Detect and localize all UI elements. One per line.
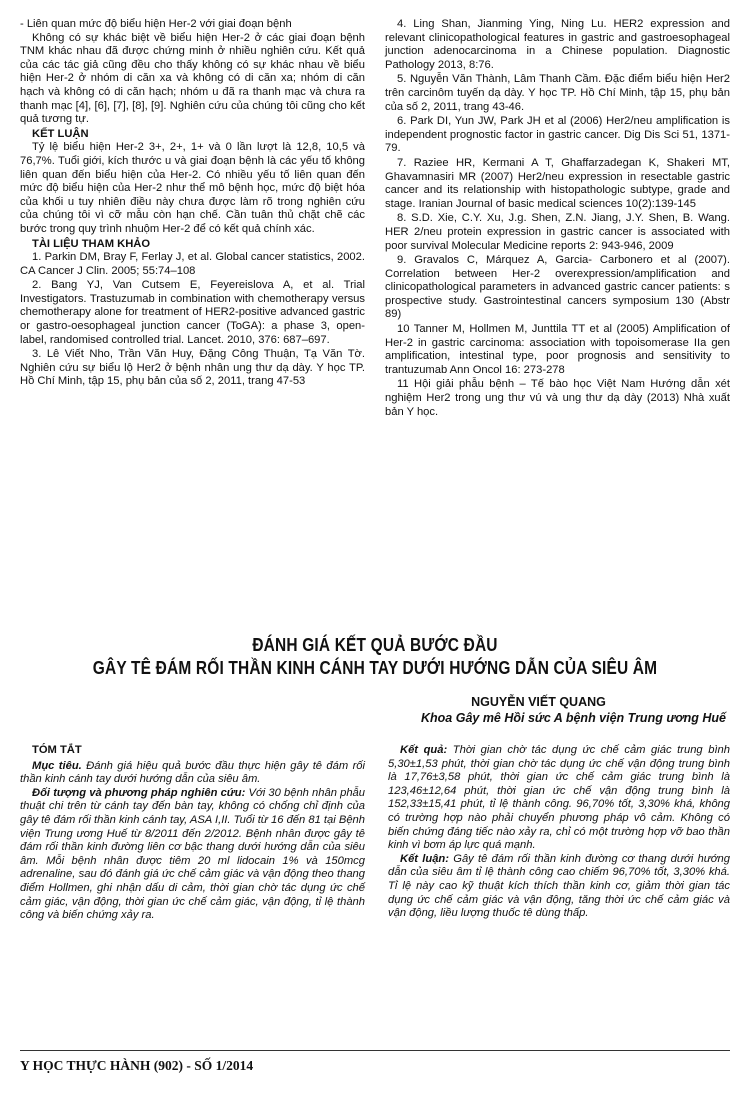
reference-item: 3. Lê Viết Nho, Trần Văn Huy, Đặng Công Thuận, Tạ Văn Tờ. Nghiên cứu sự biểu lộ Her2 ở bệnh nhân ung thư dạ dày. Y học TP. Hồ Chí Minh, tập 15, phụ bản của số 2, 2011, trang 47-53 [20,348,365,388]
objective-label: Mục tiêu. [32,759,82,772]
results-text: Thời gian chờ tác dụng ức chế cảm giác trung bình 5,30±1,53 phút, thời gian chờ tác dụng ức chế vận động trung bình là 17,76±3,58 phút, thời gian ức chế cảm giác trung bình là 123,46±12,64 phút, thời gian ức chế vận động trung bình là 152,33±15,41 phút, tỉ lệ thành công. 96,70% tốt, 3,30% khá, không có trường hợp nào phải chuyển phương pháp vô cảm. Không có biến chứng đáng tiếc nào xảy ra, chỉ có một trường hợp vỡ bao thần kinh vì bơm áp lực quá mạnh. [388,744,730,852]
reference-item: 10 Tanner M, Hollmen M, Junttila TT et al (2005) Amplification of Her-2 in gastric carcinoma: association with topoisomerase IIa gen amplification, intestinal type, poor prognosis and sensitivity to trantuzumab Ann Oncol 16: 273-278 [385,323,730,376]
reference-item: 11 Hội giải phẫu bệnh – Tế bào học Việt Nam Hướng dẫn xét nghiệm Her2 trong ung thư vú và ung thư dạ dày (2013) Nhà xuất bản Y học. [385,378,730,418]
conclusion-heading: KẾT LUẬN [32,127,89,140]
abstract-heading: TÓM TẮT [32,744,82,756]
reference-item: 1. Parkin DM, Bray F, Ferlay J, et al. Global cancer statistics, 2002. CA Cancer J Clin. 2005; 55:74–108 [20,251,365,277]
paragraph: Không có sự khác biệt về biểu hiện Her-2 ở các giai đoạn bệnh TNM khác nhau đã được chứng minh ở nhiều nghiên cứu. Kết quả của các tác giả cũng đều cho thấy không có sự khác nhau về biểu hiện Her-2 ở nhóm di căn xa và không có di căn xa; nhóm di căn hạch và không có di căn hạch; nhóm u đã ra thanh mạc và chưa ra thanh mạc [4], [6], [7], [8], [9]. Nghiên cứu của chúng tôi cũng cho kết quả tương tự. [20,31,365,126]
title-line: ĐÁNH GIÁ KẾT QUẢ BƯỚC ĐẦU [252,635,498,655]
author-affiliation: Khoa Gây mê Hồi sức A bệnh viện Trung ương Huế [421,711,726,725]
reference-item: 2. Bang YJ, Van Cutsem E, Feyereislova A, et al. Trial Investigators. Trastuzumab in combination with chemotherapy versus chemotherapy alone for treatment of HER2-positive advanced gastric or gastro-oesophageal junction cancer (ToGA): a phase 3, open-label, randomised controlled trial. Lancet. 2010, 376: 687–697. [20,279,365,346]
abstract-right-column [388,744,730,921]
reference-item: 4. Ling Shan, Jianming Ying, Ning Lu. HER2 expression and relevant clinicopathological features in gastric and gastroesophageal junction adenocarcinoma in a Chinese population. Diagnostic Pathology 2013, 8:76. [385,18,730,71]
results-label: Kết quả: [400,744,448,756]
page-footer: Y HỌC THỰC HÀNH (902) - SỐ 1/2014 [20,1058,254,1073]
title-line: GÂY TÊ ĐÁM RỐI THẦN KINH CÁNH TAY DƯỚI HƯỚNG DẪN CỦA SIÊU ÂM [92,658,658,678]
abstract-conclusion-text: Gây tê đám rối thần kinh đường cơ thang dưới hướng dẫn của siêu âm tỉ lệ thành công cao chiếm 96,70% tốt, 3,30% khá. Tỉ lệ này cao kỹ thuật kích thích thần kinh cơ, giảm thời gian tác dụng ức chế cảm giác và vận động, tăng thời ức chế cảm giác và vận động, liều lượng thuốc tê dùng thấp. [388,852,731,920]
reference-item: 5. Nguyễn Văn Thành, Lâm Thanh Cầm. Đặc điểm biểu hiện Her2 trên carcinôm tuyến dạ dày. Y học TP. Hồ Chí Minh, tập 15, phụ bản của số 2, 2011, trang 43-46. [385,73,730,113]
reference-item: 6. Park DI, Yun JW, Park JH et al (2006) Her2/neu amplification is independent prognostic factor in gastric cancer. Dig Dis Sci 51, 1371-79. [385,115,730,155]
reference-item: 8. S.D. Xie, C.Y. Xu, J.g. Shen, Z.N. Jiang, J.Y. Shen, B. Wang. HER 2/neu protein expression in gastric cancer is associated with poor survival Molecular Medicine reports 2: 943-946, 2009 [385,212,730,252]
abstract-left-column [20,744,365,923]
abstract-conclusion [388,853,730,921]
subheading: - Liên quan mức độ biểu hiện Her-2 với giai đoạn bệnh [20,18,292,30]
author-block [421,694,726,726]
article-title [53,634,698,680]
reference-item: 7. Raziee HR, Kermani A T, Ghaffarzadegan K, Shakeri MT, Ghavamnasiri MR (2007) Her2/neu expression in resectable gastric cancer and its relationship with histopathologic subtype, grade and stage. Iranian Journal of basic medical sciences 10(2):139-145 [385,156,730,210]
left-column [20,18,365,390]
methods-label: Đối tượng và phương pháp nghiên cứu: [32,786,246,799]
methods-text: Với 30 bệnh nhân phẫu thuật chi trên từ cánh tay đến bàn tay, không có chống chỉ định của gây tê đám rối thần kinh cánh tay, ASA I,II. Tuổi từ 16 đến 81 tại Bệnh viện Trung ương Huế từ 8/2011 đến 2/2012. Bệnh nhân được gây tê đám rối thần kinh đường liên cơ bậc thang dưới hướng dẫn của siêu âm. Mỗi bệnh nhân được tiêm 20 ml lidocain 1% và 150mcg adrenaline, sau đó đánh giá ức chế cảm giác và vận động theo thang điểm Hollmen, ghi nhận dấu di cảm, thời gian chờ tác dụng ức chế cảm giác, vận động, thời gian ức chế cảm giác, vận động, tỉ lệ thành công và biến chứng xảy ra. [20,786,365,922]
abstract-results [388,744,730,853]
conclusion-label: Kết luận: [400,852,449,865]
right-column [385,18,730,420]
footer-rule [20,1050,730,1051]
objective-text: Đánh giá hiệu quả bước đầu thực hiện gây tê đám rối thần kinh cánh tay dưới hướng dẫn của siêu âm. [20,759,365,786]
abstract-objective [20,760,365,787]
reference-item: 9. Gravalos C, Márquez A, Garcia- Carbonero et al (2007). Correlation between Her-2 overexpression/amplification and clinicopathological parameters in advanced gastric cancer patients: s prospective study. Gastrointestinal cancers symposium 130 (Abstr 89) [385,254,730,321]
references-heading: TÀI LIỆU THAM KHẢO [32,237,151,250]
author-name: NGUYỄN VIẾT QUANG [471,695,606,709]
conclusion-text: Tỷ lệ biểu hiện Her-2 3+, 2+, 1+ và 0 lần lượt là 12,8, 10,5 và 76,7%. Tuổi giới, kích thước u và giai đoạn bệnh là các yếu tố không liên quan đến biểu hiện của Her-2. Có nhiều yếu tố liên quan đến mức độ biểu hiện của Her-2 như thể mô bệnh học, mức độ biệt hóa của khối u tuy nhiên điều này chưa được làm rõ trong nghiên cứu của chúng tôi vì cỡ mẫu còn hạn chế. Cần tuân thủ chặt chẽ các bước trong quy trình nhuộm Her-2 để có kết quả chính xác. [20,141,365,235]
abstract-methods [20,787,365,923]
